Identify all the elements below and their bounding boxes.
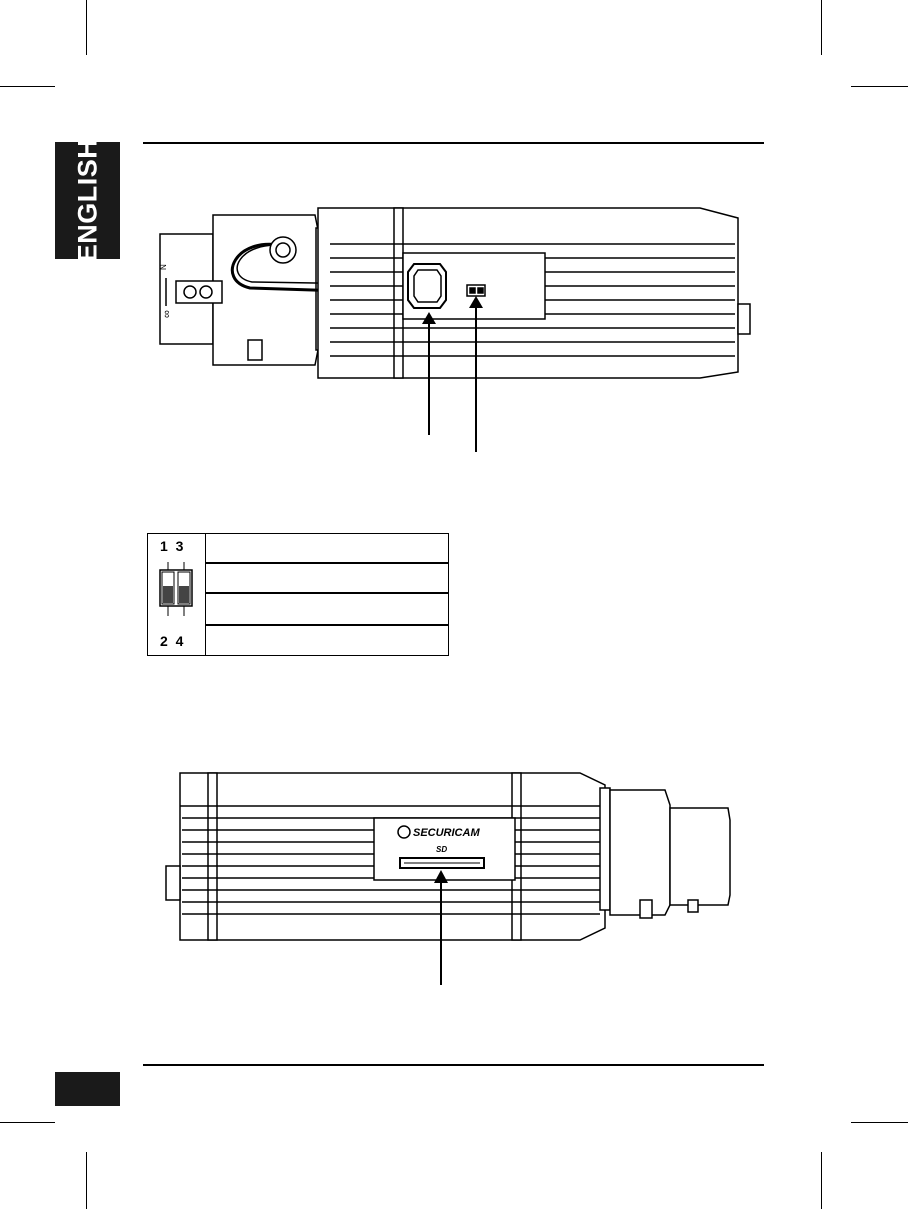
sd-slot-label: SD xyxy=(436,845,448,854)
language-tab-label: ENGLISH xyxy=(72,138,103,263)
focus-far-mark: ∞ xyxy=(161,310,173,318)
brand-logo-icon xyxy=(398,826,410,838)
brand-label: SECURICAM xyxy=(413,827,480,839)
dip-bottom-numbers: 2 4 xyxy=(160,633,184,649)
side-rear-connector xyxy=(166,866,180,900)
side-lens-lock xyxy=(640,900,652,918)
side-lens-barrel xyxy=(670,808,730,905)
side-lens-housing xyxy=(610,790,670,915)
side-lens-ring xyxy=(600,788,610,910)
dip-top-numbers: 1 3 xyxy=(160,538,184,554)
focus-near-mark: N xyxy=(159,264,168,270)
side-band-left xyxy=(208,773,217,940)
